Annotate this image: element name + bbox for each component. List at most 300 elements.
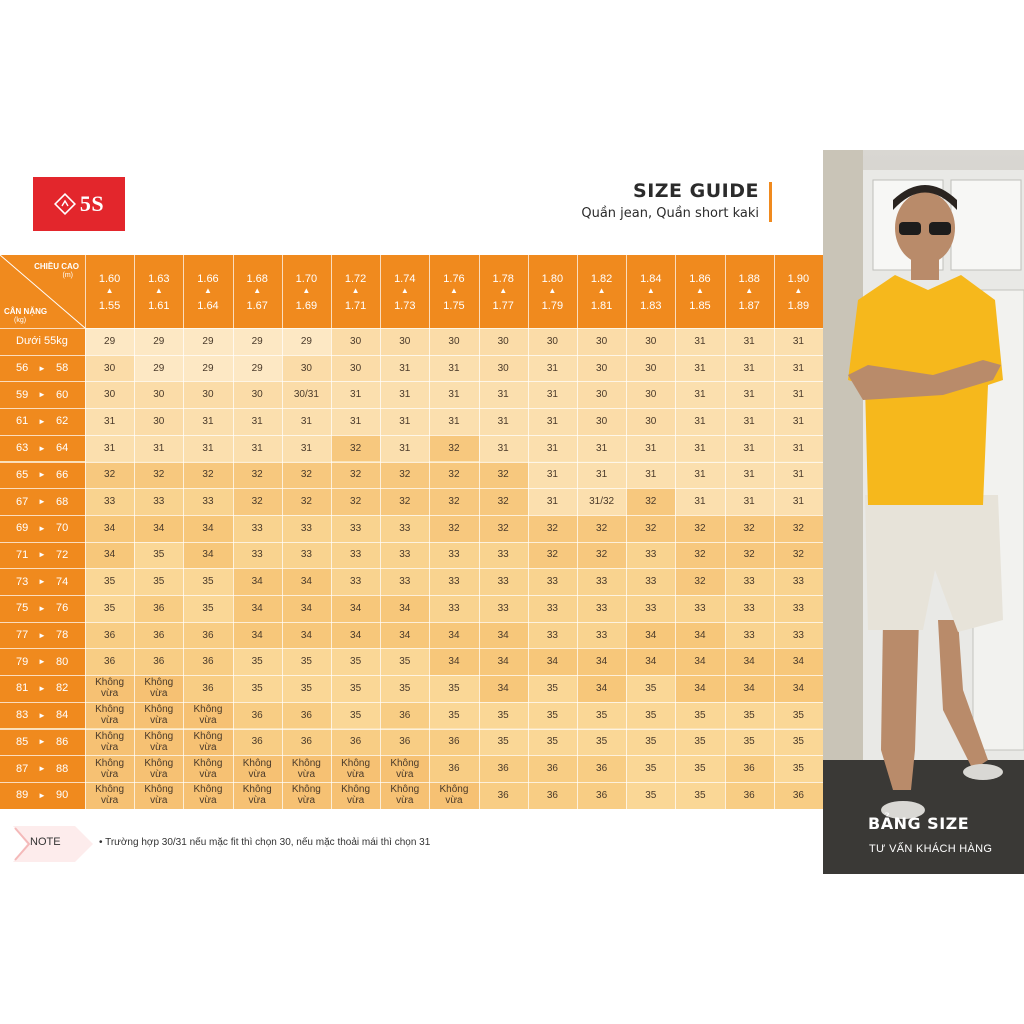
model-illustration — [823, 150, 1024, 874]
weight-to: 62 — [56, 415, 69, 428]
height-column-header — [528, 255, 577, 328]
size-cell: 34 — [577, 648, 626, 675]
size-cell: 36 — [479, 755, 528, 782]
weight-from: 63 — [16, 442, 29, 455]
size-cell: 35 — [675, 702, 724, 729]
size-cell: 36 — [479, 782, 528, 809]
size-cell — [282, 782, 331, 809]
size-cell: 31 — [380, 355, 429, 382]
size-cell: 34 — [134, 515, 183, 542]
size-cell — [85, 729, 134, 756]
size-cell — [331, 755, 380, 782]
size-cell: 31 — [331, 381, 380, 408]
height-column-header — [134, 255, 183, 328]
size-cell: 30 — [479, 328, 528, 355]
size-cell: 33 — [528, 595, 577, 622]
height-column-header — [233, 255, 282, 328]
weight-from: 83 — [16, 709, 29, 722]
brand-name: 5S — [79, 191, 105, 216]
size-cell: 35 — [85, 568, 134, 595]
arrow-right-icon: ► — [38, 523, 46, 533]
size-cell: 34 — [331, 595, 380, 622]
size-cell: 34 — [282, 568, 331, 595]
size-cell: 35 — [380, 675, 429, 702]
title-accent-bar — [769, 182, 772, 222]
size-value: Không vừa — [242, 757, 272, 780]
row-divider — [0, 755, 823, 756]
size-cell: 35 — [183, 595, 232, 622]
size-cell: 33 — [183, 488, 232, 515]
column-divider — [528, 255, 529, 809]
size-cell: 30 — [528, 328, 577, 355]
arrow-right-icon: ► — [38, 390, 46, 400]
photo-title: BẢNG SIZE — [868, 814, 970, 833]
height-max: 1.72 — [344, 273, 367, 285]
arrow-right-icon: ► — [38, 363, 46, 373]
height-max: 1.90 — [787, 273, 810, 285]
size-cell: 32 — [183, 462, 232, 489]
size-cell: 31 — [479, 435, 528, 462]
size-cell: 35 — [134, 542, 183, 569]
size-cell: 35 — [626, 782, 675, 809]
size-cell: 34 — [85, 515, 134, 542]
row-divider — [0, 488, 823, 489]
size-value: Không vừa — [95, 757, 125, 780]
size-cell: 36 — [183, 622, 232, 649]
row-divider — [0, 328, 823, 329]
weight-to: 58 — [56, 362, 69, 375]
size-cell: 33 — [577, 595, 626, 622]
height-column-header — [429, 255, 478, 328]
size-cell: 31 — [380, 435, 429, 462]
weight-from: 67 — [16, 495, 29, 508]
size-cell — [429, 782, 478, 809]
size-cell — [85, 782, 134, 809]
size-cell: 31 — [675, 381, 724, 408]
size-cell: 35 — [774, 702, 823, 729]
height-max: 1.60 — [98, 273, 121, 285]
size-cell: 35 — [774, 729, 823, 756]
size-cell: 29 — [134, 355, 183, 382]
size-cell: 30 — [134, 381, 183, 408]
size-cell: 30 — [626, 408, 675, 435]
column-divider — [233, 255, 234, 809]
size-cell — [183, 729, 232, 756]
height-min: 1.85 — [689, 300, 711, 312]
size-cell: 36 — [331, 729, 380, 756]
height-header-unit: (m) — [62, 272, 73, 279]
weight-from: 89 — [16, 789, 29, 802]
weight-to: 80 — [56, 655, 69, 668]
size-cell: 33 — [774, 568, 823, 595]
size-value: Không vừa — [193, 784, 223, 807]
column-divider — [331, 255, 332, 809]
size-cell: 29 — [85, 328, 134, 355]
size-cell: 31 — [626, 435, 675, 462]
size-cell: 32 — [675, 515, 724, 542]
size-cell: 34 — [626, 622, 675, 649]
size-cell: 35 — [675, 755, 724, 782]
height-min: 1.89 — [787, 300, 810, 312]
arrow-right-icon: ► — [38, 550, 46, 560]
size-cell: 31 — [85, 408, 134, 435]
size-cell: 33 — [331, 568, 380, 595]
size-cell: 33 — [528, 622, 577, 649]
height-column-header — [675, 255, 724, 328]
size-cell: 30 — [577, 381, 626, 408]
size-cell: 33 — [85, 488, 134, 515]
arrow-up-icon: ▲ — [696, 286, 704, 295]
height-max: 1.82 — [590, 273, 613, 285]
size-cell: 35 — [183, 568, 232, 595]
size-cell — [331, 782, 380, 809]
size-cell: 32 — [429, 462, 478, 489]
arrow-right-icon: ► — [38, 470, 46, 480]
size-cell: 35 — [774, 755, 823, 782]
size-cell: 35 — [626, 755, 675, 782]
size-cell: 29 — [233, 355, 282, 382]
size-cell: 35 — [675, 782, 724, 809]
size-cell: 36 — [233, 729, 282, 756]
size-cell: 30 — [331, 328, 380, 355]
size-cell: 34 — [479, 675, 528, 702]
size-cell: 32 — [429, 435, 478, 462]
row-divider — [0, 648, 823, 649]
size-cell: 30/31 — [282, 381, 331, 408]
size-cell: 34 — [479, 622, 528, 649]
size-cell — [85, 755, 134, 782]
size-cell: 30 — [380, 328, 429, 355]
size-value: Không vừa — [144, 704, 174, 727]
size-cell: 35 — [626, 729, 675, 756]
size-cell: 31 — [134, 435, 183, 462]
size-cell: 36 — [577, 782, 626, 809]
size-cell: 35 — [380, 648, 429, 675]
size-value: Không vừa — [193, 704, 223, 727]
size-cell: 30 — [331, 355, 380, 382]
size-cell: 33 — [282, 515, 331, 542]
size-cell: 31 — [528, 408, 577, 435]
weight-to: 70 — [56, 522, 69, 535]
height-column-header — [282, 255, 331, 328]
weight-to: 74 — [56, 575, 69, 588]
size-cell: 29 — [282, 328, 331, 355]
size-cell: 31 — [528, 355, 577, 382]
size-cell: 34 — [331, 622, 380, 649]
size-cell: 32 — [429, 488, 478, 515]
weight-row-label — [0, 622, 85, 649]
size-cell: 30 — [577, 328, 626, 355]
arrow-right-icon: ► — [38, 630, 46, 640]
size-cell: 32 — [675, 542, 724, 569]
size-cell: 34 — [183, 542, 232, 569]
size-cell: 32 — [725, 542, 774, 569]
weight-row-label — [0, 462, 85, 489]
size-cell: 31 — [725, 408, 774, 435]
size-cell: 30 — [429, 328, 478, 355]
size-cell: 34 — [675, 648, 724, 675]
size-cell: 33 — [725, 622, 774, 649]
size-cell: 31 — [429, 355, 478, 382]
size-cell — [233, 782, 282, 809]
column-divider — [429, 255, 430, 809]
size-cell: 30 — [134, 408, 183, 435]
size-cell: 35 — [528, 729, 577, 756]
size-cell: 29 — [183, 355, 232, 382]
height-column-header — [725, 255, 774, 328]
height-min: 1.55 — [98, 300, 121, 312]
row-divider — [0, 702, 823, 703]
size-cell — [134, 675, 183, 702]
size-cell: 34 — [183, 515, 232, 542]
size-value: Không vừa — [144, 784, 174, 807]
size-cell: 36 — [528, 782, 577, 809]
page-title: SIZE GUIDE — [633, 180, 759, 202]
size-cell: 33 — [331, 542, 380, 569]
size-cell: 30 — [233, 381, 282, 408]
size-cell: 33 — [380, 568, 429, 595]
size-cell: 33 — [725, 568, 774, 595]
size-cell — [85, 702, 134, 729]
size-cell — [134, 729, 183, 756]
weight-to: 66 — [56, 468, 69, 481]
size-cell: 32 — [331, 488, 380, 515]
arrow-right-icon: ► — [38, 790, 46, 800]
row-divider — [0, 381, 823, 382]
size-cell: 31 — [725, 435, 774, 462]
size-cell: 32 — [577, 515, 626, 542]
size-cell: 35 — [725, 729, 774, 756]
column-divider — [134, 255, 135, 809]
photo-subtitle: TƯ VẤN KHÁCH HÀNG — [869, 843, 993, 855]
size-cell: 32 — [626, 515, 675, 542]
weight-range: Dưới 55kg — [16, 335, 68, 348]
weight-row-label — [0, 408, 85, 435]
size-cell: 34 — [725, 648, 774, 675]
height-min: 1.77 — [492, 300, 514, 312]
weight-from: 79 — [16, 655, 29, 668]
arrow-right-icon: ► — [38, 737, 46, 747]
size-cell: 35 — [577, 729, 626, 756]
size-cell: 32 — [331, 462, 380, 489]
size-value: Không vừa — [341, 784, 371, 807]
size-cell: 35 — [528, 675, 577, 702]
size-value: Không vừa — [144, 757, 174, 780]
size-cell: 31 — [577, 435, 626, 462]
size-value: Không vừa — [291, 757, 321, 780]
size-cell: 36 — [134, 648, 183, 675]
size-cell: 31 — [675, 488, 724, 515]
arrow-right-icon: ► — [38, 416, 46, 426]
height-max: 1.78 — [492, 273, 514, 285]
size-cell: 31 — [725, 488, 774, 515]
size-cell: 30 — [577, 355, 626, 382]
size-table — [0, 255, 823, 809]
size-cell: 36 — [85, 622, 134, 649]
size-cell: 32 — [725, 515, 774, 542]
size-cell: 34 — [675, 622, 724, 649]
size-cell: 35 — [675, 729, 724, 756]
size-cell: 36 — [233, 702, 282, 729]
size-cell: 31 — [675, 408, 724, 435]
size-cell: 34 — [528, 648, 577, 675]
height-column-header — [774, 255, 823, 328]
arrow-up-icon: ▲ — [794, 286, 803, 295]
weight-from: 56 — [16, 362, 29, 375]
size-cell: 33 — [282, 542, 331, 569]
weight-row-label — [0, 381, 85, 408]
height-max: 1.80 — [541, 273, 564, 285]
size-value: Không vừa — [390, 757, 420, 780]
size-cell: 31 — [479, 408, 528, 435]
size-cell: 34 — [774, 675, 823, 702]
size-cell: 31 — [479, 381, 528, 408]
height-header-label: CHIỀU CAO — [34, 262, 79, 271]
size-cell: 34 — [429, 622, 478, 649]
row-divider — [0, 622, 823, 623]
size-cell: 34 — [282, 622, 331, 649]
size-cell: 33 — [577, 622, 626, 649]
arrow-up-icon: ▲ — [646, 286, 655, 295]
size-cell: 34 — [725, 675, 774, 702]
weight-from: 75 — [16, 602, 29, 615]
note-label: NOTE — [30, 836, 61, 848]
size-cell: 30 — [626, 381, 675, 408]
size-cell: 36 — [528, 755, 577, 782]
size-cell — [85, 675, 134, 702]
size-cell: 31 — [675, 462, 724, 489]
arrow-up-icon: ▲ — [154, 286, 163, 295]
size-cell: 33 — [331, 515, 380, 542]
size-cell: 33 — [134, 488, 183, 515]
weight-to: 64 — [56, 442, 69, 455]
size-cell — [380, 755, 429, 782]
size-cell — [380, 782, 429, 809]
size-cell: 31 — [282, 435, 331, 462]
table-corner-header — [0, 255, 85, 328]
size-cell: 36 — [282, 729, 331, 756]
size-cell: 35 — [233, 648, 282, 675]
size-cell: 33 — [429, 595, 478, 622]
height-max: 1.74 — [394, 273, 416, 285]
arrow-up-icon: ▲ — [597, 286, 606, 295]
height-column-header — [85, 255, 134, 328]
size-cell: 36 — [282, 702, 331, 729]
size-cell: 33 — [725, 595, 774, 622]
height-min: 1.83 — [640, 300, 662, 312]
row-divider — [0, 355, 823, 356]
size-cell: 31 — [528, 488, 577, 515]
size-cell: 32 — [134, 462, 183, 489]
height-column-header — [380, 255, 429, 328]
size-cell: 31 — [577, 462, 626, 489]
size-cell: 35 — [331, 702, 380, 729]
row-divider — [0, 568, 823, 569]
weight-row-label — [0, 355, 85, 382]
size-cell: 31 — [528, 462, 577, 489]
size-cell: 34 — [233, 595, 282, 622]
arrow-up-icon: ▲ — [548, 286, 557, 295]
arrow-up-icon: ▲ — [302, 286, 311, 295]
size-cell: 31 — [774, 355, 823, 382]
size-cell: 31 — [774, 328, 823, 355]
column-divider — [183, 255, 184, 809]
weight-row-label — [0, 568, 85, 595]
height-min: 1.73 — [394, 300, 416, 312]
size-value: Không vừa — [341, 757, 371, 780]
arrow-up-icon: ▲ — [351, 286, 360, 295]
weight-from: 77 — [16, 629, 29, 642]
brand-logo — [33, 177, 125, 231]
title-block — [581, 180, 759, 221]
size-value: Không vừa — [144, 730, 174, 753]
size-cell: 36 — [134, 595, 183, 622]
weight-to: 72 — [56, 548, 69, 561]
arrow-right-icon: ► — [38, 683, 46, 693]
column-divider — [725, 255, 726, 809]
size-cell: 35 — [233, 675, 282, 702]
size-cell: 33 — [577, 568, 626, 595]
size-cell: 36 — [774, 782, 823, 809]
size-cell: 32 — [282, 488, 331, 515]
height-max: 1.88 — [738, 273, 760, 285]
column-divider — [675, 255, 676, 809]
height-min: 1.64 — [197, 300, 219, 312]
row-divider — [0, 782, 823, 783]
diamond-logo-icon — [54, 193, 76, 215]
size-cell: 34 — [577, 675, 626, 702]
height-max: 1.70 — [295, 273, 318, 285]
column-divider — [282, 255, 283, 809]
size-cell: 29 — [183, 328, 232, 355]
size-value: Không vừa — [390, 784, 420, 807]
arrow-up-icon: ▲ — [499, 286, 508, 295]
size-cell: 36 — [429, 755, 478, 782]
size-value: Không vừa — [193, 730, 223, 753]
size-cell: 36 — [134, 622, 183, 649]
size-cell: 32 — [675, 568, 724, 595]
size-cell — [134, 702, 183, 729]
size-cell: 30 — [85, 381, 134, 408]
size-cell: 31 — [626, 462, 675, 489]
size-cell: 30 — [626, 355, 675, 382]
size-cell: 33 — [479, 568, 528, 595]
size-value: Không vừa — [95, 784, 125, 807]
size-cell: 31 — [725, 328, 774, 355]
size-cell: 35 — [577, 702, 626, 729]
size-cell: 31 — [380, 381, 429, 408]
size-cell: 30 — [282, 355, 331, 382]
size-cell: 32 — [774, 515, 823, 542]
size-cell: 31 — [528, 381, 577, 408]
size-cell: 32 — [528, 515, 577, 542]
weight-from: 87 — [16, 762, 29, 775]
size-cell: 30 — [183, 381, 232, 408]
size-cell: 32 — [233, 488, 282, 515]
size-cell: 31 — [331, 408, 380, 435]
weight-from: 85 — [16, 735, 29, 748]
arrow-up-icon: ▲ — [400, 286, 409, 295]
height-min: 1.75 — [443, 300, 465, 312]
size-cell: 35 — [626, 702, 675, 729]
size-cell: 31 — [183, 408, 232, 435]
page-subtitle: Quần jean, Quần short kaki — [581, 206, 759, 221]
size-cell: 32 — [626, 488, 675, 515]
height-max: 1.66 — [197, 273, 219, 285]
weight-to: 90 — [56, 789, 69, 802]
size-cell: 32 — [479, 515, 528, 542]
size-cell: 31 — [282, 408, 331, 435]
